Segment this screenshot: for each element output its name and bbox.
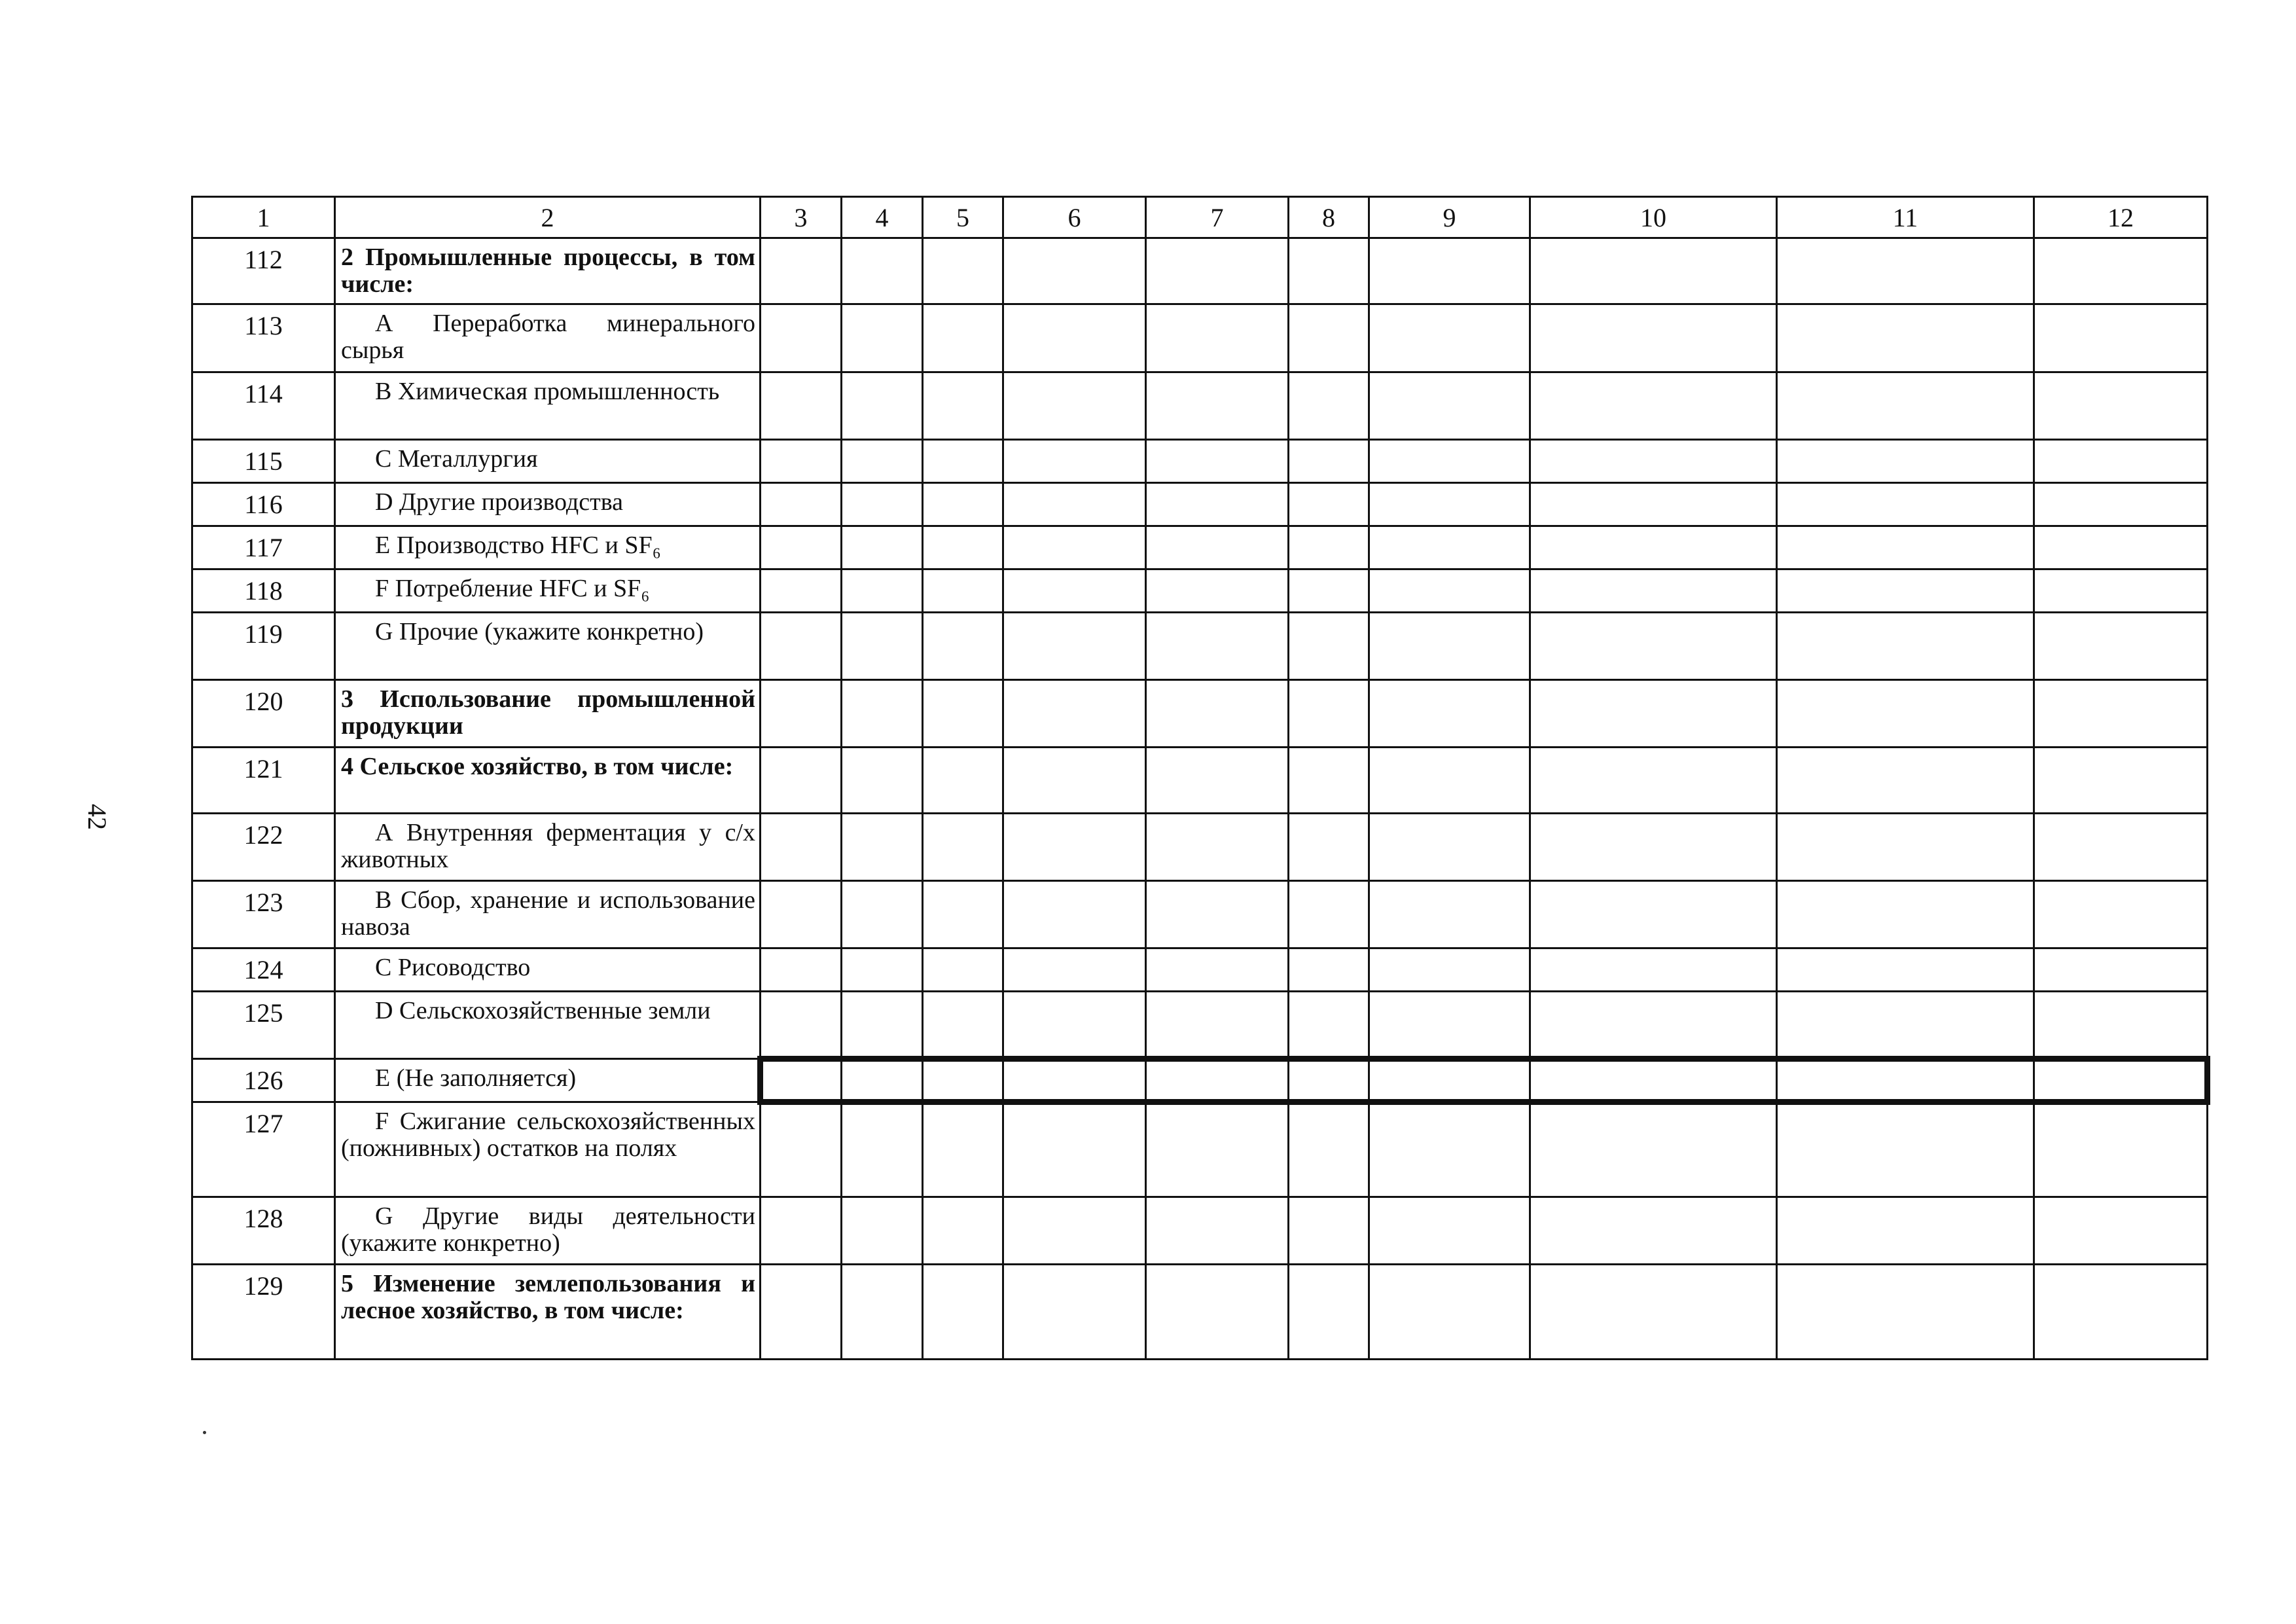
value-cell-col-11 (1777, 304, 2034, 372)
value-cell-col-9 (1369, 1265, 1530, 1360)
row-description: F Сжигание сельскохозяйственных (пожнивных) остатков на полях (335, 1102, 761, 1197)
value-cell-col-8 (1289, 238, 1369, 304)
value-cell-col-6 (1003, 569, 1146, 613)
value-cell-col-9 (1369, 948, 1530, 992)
table-row (192, 948, 2208, 992)
value-cell-col-10 (1530, 1102, 1777, 1197)
column-header-9: 9 (1369, 197, 1530, 238)
value-cell-col-6 (1003, 440, 1146, 483)
value-cell-col-3 (761, 613, 842, 680)
value-cell-col-9 (1369, 680, 1530, 748)
value-cell-col-8 (1289, 992, 1369, 1059)
value-cell-col-8 (1289, 526, 1369, 569)
row-number: 127 (192, 1102, 335, 1197)
value-cell-col-4 (842, 238, 923, 304)
value-cell-col-9 (1369, 1197, 1530, 1265)
value-cell-col-12 (2034, 1102, 2208, 1197)
table-row (192, 569, 2208, 613)
column-header-2: 2 (335, 197, 761, 238)
value-cell-col-5 (923, 440, 1003, 483)
value-cell-col-9 (1369, 372, 1530, 440)
value-cell-col-8 (1289, 1102, 1369, 1197)
column-header-4: 4 (842, 197, 923, 238)
value-cell-col-12 (2034, 814, 2208, 881)
value-cell-col-12 (2034, 992, 2208, 1059)
value-cell-col-8 (1289, 569, 1369, 613)
value-cell-col-5 (923, 526, 1003, 569)
value-cell-col-12 (2034, 881, 2208, 948)
value-cell-col-12 (2034, 680, 2208, 748)
value-cell-col-4 (842, 440, 923, 483)
value-cell-col-11 (1777, 748, 2034, 814)
table-row (192, 526, 2208, 569)
value-cell-col-10 (1530, 1059, 1777, 1102)
value-cell-col-8 (1289, 680, 1369, 748)
row-description: 3 Использование промышленной продукции (335, 680, 761, 748)
value-cell-col-3 (761, 372, 842, 440)
value-cell-col-10 (1530, 948, 1777, 992)
value-cell-col-6 (1003, 304, 1146, 372)
value-cell-col-3 (761, 483, 842, 526)
column-header-8: 8 (1289, 197, 1369, 238)
value-cell-col-4 (842, 526, 923, 569)
value-cell-col-12 (2034, 526, 2208, 569)
value-cell-col-7 (1146, 569, 1289, 613)
row-number: 119 (192, 613, 335, 680)
value-cell-col-5 (923, 1059, 1003, 1102)
value-cell-col-11 (1777, 569, 2034, 613)
row-number: 114 (192, 372, 335, 440)
value-cell-col-6 (1003, 372, 1146, 440)
value-cell-col-5 (923, 569, 1003, 613)
row-number: 126 (192, 1059, 335, 1102)
value-cell-col-8 (1289, 483, 1369, 526)
row-description: А Переработка минерального сырья (335, 304, 761, 372)
value-cell-col-8 (1289, 1197, 1369, 1265)
value-cell-col-4 (842, 948, 923, 992)
column-header-6: 6 (1003, 197, 1146, 238)
value-cell-col-4 (842, 992, 923, 1059)
value-cell-col-10 (1530, 814, 1777, 881)
value-cell-col-3 (761, 440, 842, 483)
value-cell-col-4 (842, 1102, 923, 1197)
value-cell-col-4 (842, 372, 923, 440)
value-cell-col-10 (1530, 1197, 1777, 1265)
row-number: 117 (192, 526, 335, 569)
value-cell-col-4 (842, 1265, 923, 1360)
row-description: С Рисоводство (335, 948, 761, 992)
row-number: 129 (192, 1265, 335, 1360)
value-cell-col-8 (1289, 1265, 1369, 1360)
value-cell-col-3 (761, 881, 842, 948)
stray-dot-mark (203, 1431, 206, 1434)
value-cell-col-9 (1369, 1102, 1530, 1197)
value-cell-col-3 (761, 948, 842, 992)
value-cell-col-10 (1530, 304, 1777, 372)
value-cell-col-8 (1289, 1059, 1369, 1102)
value-cell-col-6 (1003, 1265, 1146, 1360)
value-cell-col-9 (1369, 748, 1530, 814)
value-cell-col-8 (1289, 440, 1369, 483)
table-row (192, 1059, 2208, 1102)
row-number: 115 (192, 440, 335, 483)
value-cell-col-11 (1777, 372, 2034, 440)
value-cell-col-12 (2034, 440, 2208, 483)
row-description: В Сбор, хранение и использование навоза (335, 881, 761, 948)
value-cell-col-5 (923, 372, 1003, 440)
value-cell-col-6 (1003, 948, 1146, 992)
value-cell-col-4 (842, 881, 923, 948)
value-cell-col-5 (923, 680, 1003, 748)
value-cell-col-7 (1146, 1265, 1289, 1360)
row-description: В Химическая промышленность (335, 372, 761, 440)
emissions-table (191, 196, 2210, 1360)
value-cell-col-7 (1146, 748, 1289, 814)
row-description: А Внутренняя ферментация у с/х животных (335, 814, 761, 881)
value-cell-col-8 (1289, 372, 1369, 440)
value-cell-col-6 (1003, 613, 1146, 680)
value-cell-col-6 (1003, 1102, 1146, 1197)
table-row (192, 372, 2208, 440)
value-cell-col-12 (2034, 748, 2208, 814)
row-number: 128 (192, 1197, 335, 1265)
value-cell-col-12 (2034, 1265, 2208, 1360)
value-cell-col-11 (1777, 814, 2034, 881)
value-cell-col-9 (1369, 1059, 1530, 1102)
value-cell-col-3 (761, 238, 842, 304)
value-cell-col-7 (1146, 613, 1289, 680)
value-cell-col-5 (923, 814, 1003, 881)
value-cell-col-11 (1777, 680, 2034, 748)
value-cell-col-10 (1530, 881, 1777, 948)
value-cell-col-3 (761, 1265, 842, 1360)
value-cell-col-12 (2034, 569, 2208, 613)
table-row (192, 881, 2208, 948)
table-row (192, 613, 2208, 680)
row-number: 125 (192, 992, 335, 1059)
value-cell-col-5 (923, 748, 1003, 814)
value-cell-col-7 (1146, 526, 1289, 569)
row-number: 122 (192, 814, 335, 881)
value-cell-col-11 (1777, 238, 2034, 304)
value-cell-col-12 (2034, 238, 2208, 304)
value-cell-col-4 (842, 680, 923, 748)
table-row (192, 238, 2208, 304)
value-cell-col-10 (1530, 372, 1777, 440)
value-cell-col-11 (1777, 992, 2034, 1059)
value-cell-col-4 (842, 483, 923, 526)
value-cell-col-8 (1289, 814, 1369, 881)
value-cell-col-6 (1003, 526, 1146, 569)
value-cell-col-7 (1146, 992, 1289, 1059)
value-cell-col-5 (923, 1197, 1003, 1265)
value-cell-col-11 (1777, 483, 2034, 526)
value-cell-col-12 (2034, 483, 2208, 526)
value-cell-col-12 (2034, 372, 2208, 440)
value-cell-col-10 (1530, 483, 1777, 526)
value-cell-col-4 (842, 304, 923, 372)
value-cell-col-3 (761, 992, 842, 1059)
value-cell-col-7 (1146, 483, 1289, 526)
value-cell-col-6 (1003, 238, 1146, 304)
column-number-header-row (192, 197, 2208, 238)
value-cell-col-9 (1369, 814, 1530, 881)
value-cell-col-4 (842, 1197, 923, 1265)
value-cell-col-4 (842, 569, 923, 613)
table-row (192, 304, 2208, 372)
value-cell-col-10 (1530, 680, 1777, 748)
value-cell-col-11 (1777, 1059, 2034, 1102)
value-cell-col-7 (1146, 304, 1289, 372)
column-header-5: 5 (923, 197, 1003, 238)
row-description: E (Не заполняется) (335, 1059, 761, 1102)
value-cell-col-11 (1777, 1197, 2034, 1265)
row-number: 120 (192, 680, 335, 748)
value-cell-col-11 (1777, 613, 2034, 680)
row-description: G Прочие (укажите конкретно) (335, 613, 761, 680)
value-cell-col-5 (923, 613, 1003, 680)
value-cell-col-5 (923, 238, 1003, 304)
value-cell-col-8 (1289, 748, 1369, 814)
value-cell-col-6 (1003, 992, 1146, 1059)
value-cell-col-9 (1369, 440, 1530, 483)
value-cell-col-5 (923, 304, 1003, 372)
row-description: D Другие производства (335, 483, 761, 526)
value-cell-col-8 (1289, 881, 1369, 948)
value-cell-col-4 (842, 748, 923, 814)
row-number: 121 (192, 748, 335, 814)
row-description: 5 Изменение землепользования и лесное хозяйство, в том числе: (335, 1265, 761, 1360)
value-cell-col-3 (761, 748, 842, 814)
value-cell-col-6 (1003, 1197, 1146, 1265)
value-cell-col-3 (761, 814, 842, 881)
value-cell-col-9 (1369, 238, 1530, 304)
table-row (192, 1102, 2208, 1197)
value-cell-col-7 (1146, 881, 1289, 948)
value-cell-col-5 (923, 992, 1003, 1059)
column-header-11: 11 (1777, 197, 2034, 238)
value-cell-col-5 (923, 1265, 1003, 1360)
value-cell-col-5 (923, 483, 1003, 526)
value-cell-col-5 (923, 881, 1003, 948)
value-cell-col-8 (1289, 948, 1369, 992)
value-cell-col-10 (1530, 238, 1777, 304)
value-cell-col-3 (761, 1197, 842, 1265)
value-cell-col-7 (1146, 238, 1289, 304)
row-description: 4 Сельское хозяйство, в том числе: (335, 748, 761, 814)
value-cell-col-7 (1146, 1102, 1289, 1197)
value-cell-col-5 (923, 948, 1003, 992)
value-cell-col-11 (1777, 881, 2034, 948)
value-cell-col-6 (1003, 881, 1146, 948)
column-header-1: 1 (192, 197, 335, 238)
value-cell-col-6 (1003, 483, 1146, 526)
value-cell-col-4 (842, 613, 923, 680)
row-number: 124 (192, 948, 335, 992)
value-cell-col-7 (1146, 1197, 1289, 1265)
value-cell-col-9 (1369, 304, 1530, 372)
row-description: G Другие виды деятельности (укажите конкретно) (335, 1197, 761, 1265)
value-cell-col-8 (1289, 613, 1369, 680)
value-cell-col-12 (2034, 613, 2208, 680)
value-cell-col-8 (1289, 304, 1369, 372)
value-cell-col-6 (1003, 814, 1146, 881)
row-description: 2 Промышленные процессы, в том числе: (335, 238, 761, 304)
value-cell-col-7 (1146, 948, 1289, 992)
row-number: 123 (192, 881, 335, 948)
value-cell-col-3 (761, 1102, 842, 1197)
value-cell-col-12 (2034, 948, 2208, 992)
table-row (192, 1197, 2208, 1265)
value-cell-col-9 (1369, 569, 1530, 613)
value-cell-col-6 (1003, 680, 1146, 748)
value-cell-col-11 (1777, 948, 2034, 992)
value-cell-col-6 (1003, 748, 1146, 814)
value-cell-col-9 (1369, 483, 1530, 526)
row-description: С Металлургия (335, 440, 761, 483)
value-cell-col-10 (1530, 440, 1777, 483)
value-cell-col-10 (1530, 526, 1777, 569)
value-cell-col-7 (1146, 814, 1289, 881)
value-cell-col-10 (1530, 992, 1777, 1059)
value-cell-col-12 (2034, 1197, 2208, 1265)
value-cell-col-9 (1369, 881, 1530, 948)
value-cell-col-3 (761, 526, 842, 569)
table-row (192, 992, 2208, 1059)
value-cell-col-4 (842, 1059, 923, 1102)
value-cell-col-12 (2034, 1059, 2208, 1102)
row-number: 116 (192, 483, 335, 526)
table-row (192, 1265, 2208, 1360)
value-cell-col-7 (1146, 372, 1289, 440)
value-cell-col-7 (1146, 440, 1289, 483)
page-number: 42 (82, 804, 112, 830)
column-header-12: 12 (2034, 197, 2208, 238)
table-row (192, 440, 2208, 483)
table-row (192, 483, 2208, 526)
row-number: 118 (192, 569, 335, 613)
value-cell-col-3 (761, 569, 842, 613)
value-cell-col-10 (1530, 613, 1777, 680)
value-cell-col-11 (1777, 1102, 2034, 1197)
value-cell-col-9 (1369, 613, 1530, 680)
table-row (192, 748, 2208, 814)
value-cell-col-9 (1369, 526, 1530, 569)
value-cell-col-3 (761, 680, 842, 748)
value-cell-col-11 (1777, 440, 2034, 483)
value-cell-col-3 (761, 304, 842, 372)
row-number: 112 (192, 238, 335, 304)
value-cell-col-7 (1146, 1059, 1289, 1102)
row-number: 113 (192, 304, 335, 372)
table-row (192, 680, 2208, 748)
value-cell-col-12 (2034, 304, 2208, 372)
value-cell-col-3 (761, 1059, 842, 1102)
column-header-3: 3 (761, 197, 842, 238)
row-description: E Производство HFC и SF₆ (335, 526, 761, 569)
value-cell-col-11 (1777, 526, 2034, 569)
row-description: F Потребление HFC и SF₆ (335, 569, 761, 613)
value-cell-col-5 (923, 1102, 1003, 1197)
value-cell-col-10 (1530, 1265, 1777, 1360)
table-row (192, 814, 2208, 881)
value-cell-col-4 (842, 814, 923, 881)
value-cell-col-9 (1369, 992, 1530, 1059)
value-cell-col-10 (1530, 748, 1777, 814)
value-cell-col-7 (1146, 680, 1289, 748)
value-cell-col-11 (1777, 1265, 2034, 1360)
value-cell-col-10 (1530, 569, 1777, 613)
row-description: D Сельскохозяйственные земли (335, 992, 761, 1059)
column-header-10: 10 (1530, 197, 1777, 238)
value-cell-col-6 (1003, 1059, 1146, 1102)
emissions-table-container (191, 196, 2210, 1360)
column-header-7: 7 (1146, 197, 1289, 238)
